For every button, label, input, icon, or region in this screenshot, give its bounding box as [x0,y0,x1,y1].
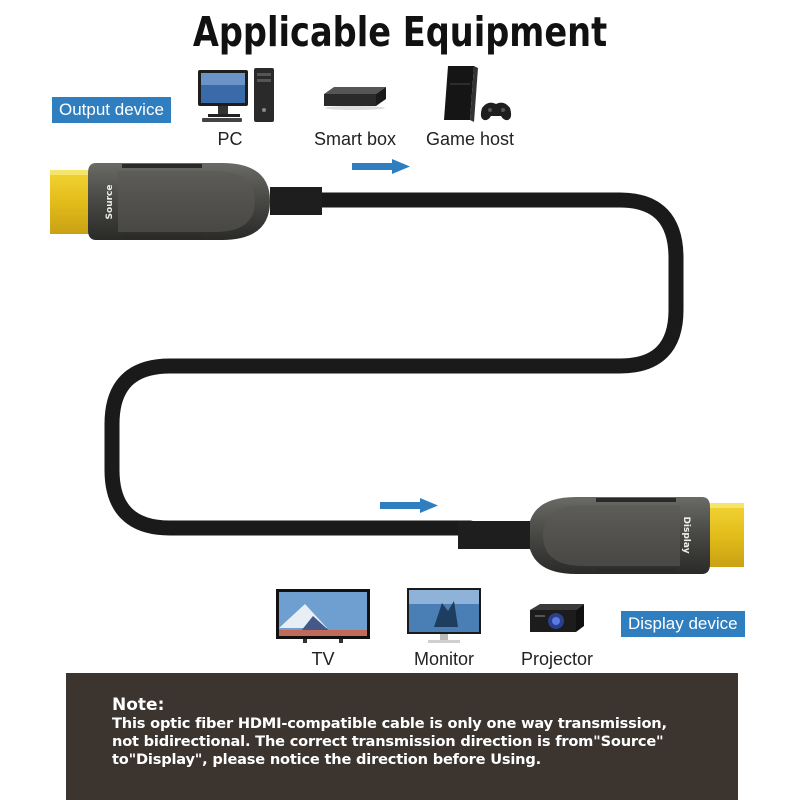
device-label-pc: PC [217,129,243,149]
display-label: Display [681,516,691,554]
tv-icon [275,588,371,644]
device-label-monitor: Monitor [413,649,475,669]
output-device-label: Output device [52,97,171,123]
device-label-tv: TV [311,649,335,669]
device-label-smart-box: Smart box [313,129,397,149]
note-heading: Note: [112,695,165,715]
page-title: Applicable Equipment [192,8,608,56]
device-label-game-host: Game host [425,129,515,149]
direction-arrow-bottom [380,498,438,513]
display-device-label: Display device [621,611,745,637]
source-label: Source [105,184,115,220]
source-connector [50,163,322,240]
projector-icon [526,600,586,636]
monitor-icon [406,587,482,645]
cable-wire [112,200,676,528]
display-connector [458,497,744,574]
note-box [66,673,738,800]
device-label-projector: Projector [520,649,594,669]
direction-arrow-top [352,159,410,174]
note-text: This optic fiber HDMI-compatible cable is only one way transmission, not bidirectional. The correct transmission direction is from"Source" to"Display", please notice the direction before Using. [112,715,667,768]
